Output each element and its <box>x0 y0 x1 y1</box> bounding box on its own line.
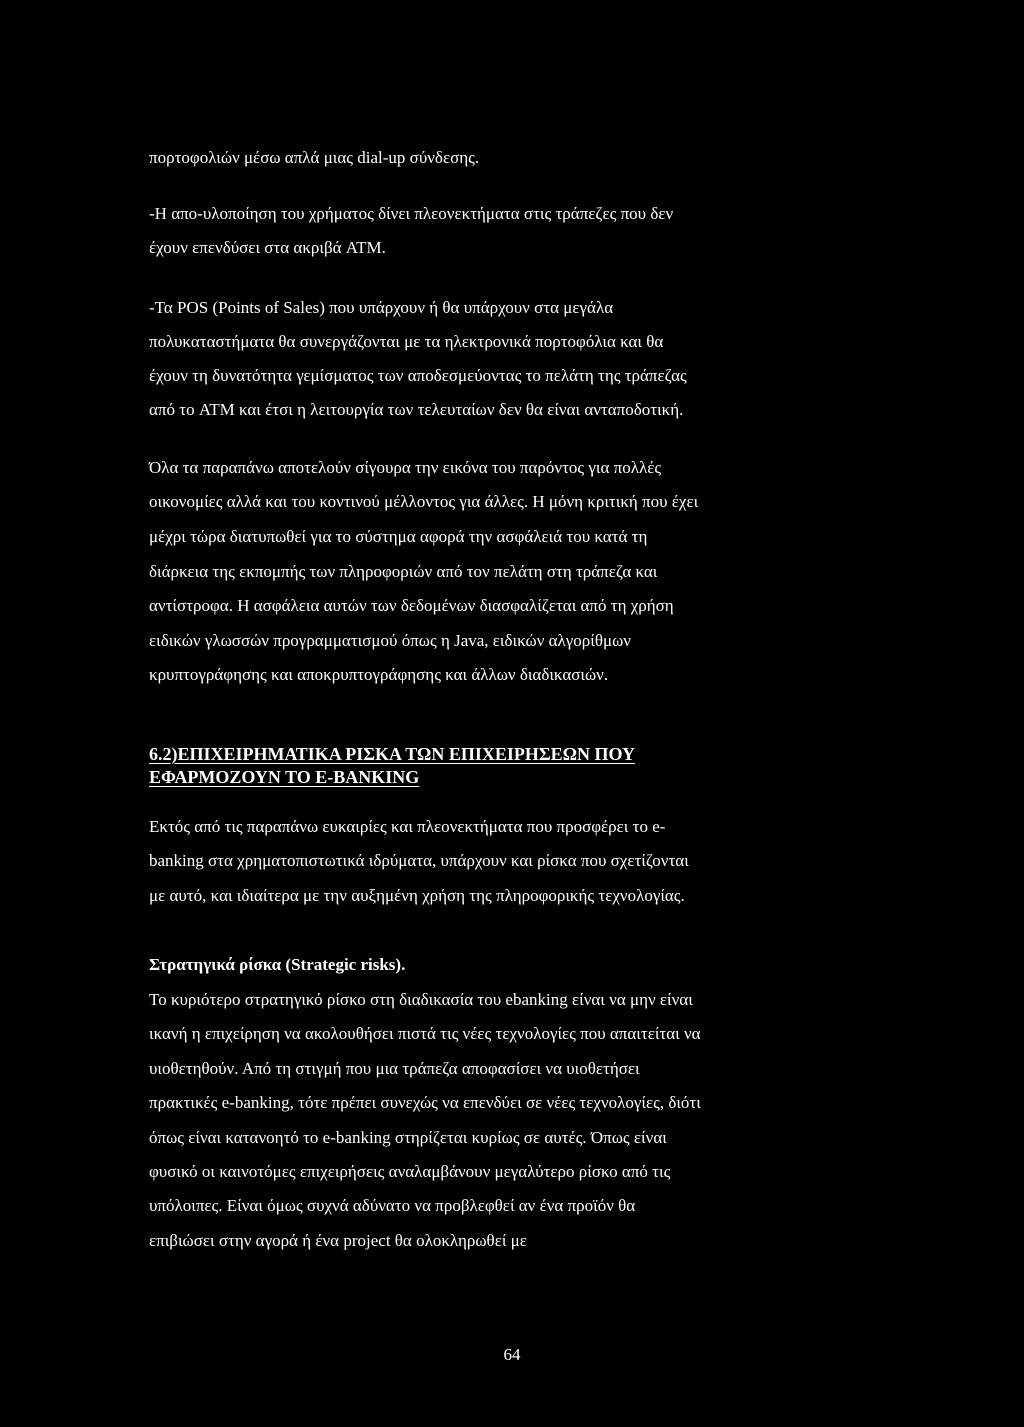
section-heading-line-1: 6.2)ΕΠΙΧΕΙΡΗΜΑΤΙΚΑ ΡΙΣΚΑ ΤΩΝ ΕΠΙΧΕΙΡΗΣΕΩΝ ΠΟΥ <box>149 744 636 764</box>
paragraph-6-line-2: ικανή η επιχείρηση να ακολουθήσει πιστά τις νέες τεχνολογίες που απαιτείται να <box>149 1024 701 1043</box>
paragraph-3-line-3: έχουν τη δυνατότητα γεμίσματος των αποδεσμεύοντας το πελάτη της τράπεζας <box>149 366 687 385</box>
paragraph-6-line-8: επιβιώσει στην αγορά ή ένα project θα ολοκληρωθεί με <box>149 1231 527 1250</box>
paragraph-3-line-4: από το ATM και έτσι η λειτουργία των τελευταίων δεν θα είναι ανταποδοτική. <box>149 400 684 419</box>
paragraph-5-line-2: banking στα χρηματοπιστωτικά ιδρύματα, υπάρχουν και ρίσκα που σχετίζονται <box>149 851 689 870</box>
paragraph-4-line-1: Όλα τα παραπάνω αποτελούν σίγουρα την εικόνα του παρόντος για πολλές <box>149 458 662 477</box>
paragraph-6-line-6: φυσικό οι καινοτόμες επιχειρήσεις αναλαμβάνουν μεγαλύτερο ρίσκο από τις <box>149 1162 671 1181</box>
paragraph-6-line-4: πρακτικές e-banking, τότε πρέπει συνεχώς να επενδύει σε νέες τεχνολογίες, διότι <box>149 1093 701 1112</box>
page-number: 64 <box>503 1345 521 1364</box>
paragraph-4-line-4: διάρκεια της εκπομπής των πληροφοριών από τον πελάτη στη τράπεζα και <box>149 562 658 581</box>
paragraph-6-line-3: υιοθετηθούν. Από τη στιγμή που μια τράπεζα αποφασίσει να υιοθετήσει <box>149 1059 640 1078</box>
paragraph-6-line-7: υπόλοιπες. Είναι όμως συχνά αδύνατο να προβλεφθεί αν ένα προϊόν θα <box>149 1196 636 1215</box>
section-heading-line-2: ΕΦΑΡΜΟΖΟΥΝ ΤΟ E-BANKING <box>149 767 420 787</box>
paragraph-3-line-1: -Τα POS (Points of Sales) που υπάρχουν ή θα υπάρχουν στα μεγάλα <box>149 298 614 317</box>
paragraph-4-line-6: ειδικών γλωσσών προγραμματισμού όπως η Java, ειδικών αλγορίθμων <box>149 631 631 650</box>
subsection-heading: Στρατηγικά ρίσκα (Strategic risks). <box>149 955 406 974</box>
paragraph-2-line-2: έχουν επενδύσει στα ακριβά ATM. <box>149 238 386 257</box>
paragraph-4-line-2: οικονομίες αλλά και του κοντινού μέλλοντος για άλλες. Η μόνη κριτική που έχει <box>149 492 699 511</box>
paragraph-4-line-5: αντίστροφα. Η ασφάλεια αυτών των δεδομένων διασφαλίζεται από τη χρήση <box>149 596 674 615</box>
paragraph-6-line-1: Το κυριότερο στρατηγικό ρίσκο στη διαδικασία του ebanking είναι να μην είναι <box>149 990 693 1009</box>
paragraph-4-line-3: μέχρι τώρα διατυπωθεί για το σύστημα αφορά την ασφάλειά του κατά τη <box>149 527 648 546</box>
paragraph-5-line-3: με αυτό, και ιδιαίτερα με την αυξημένη χρήση της πληροφορικής τεχνολογίας. <box>149 886 685 905</box>
paragraph-2-line-1: -Η απο-υλοποίηση του χρήματος δίνει πλεονεκτήματα στις τράπεζες που δεν <box>149 204 674 223</box>
paragraph-4-line-7: κρυπτογράφησης και αποκρυπτογράφησης και άλλων διαδικασιών. <box>149 665 609 684</box>
paragraph-6-line-5: όπως είναι κατανοητό το e-banking στηρίζεται κυρίως σε αυτές. Όπως είναι <box>149 1128 667 1147</box>
paragraph-3-line-2: πολυκαταστήματα θα συνεργάζονται με τα ηλεκτρονικά πορτοφόλια και θα <box>149 332 664 351</box>
paragraph-5-line-1: Εκτός από τις παραπάνω ευκαιρίες και πλεονεκτήματα που προσφέρει το e- <box>149 817 666 836</box>
paragraph-1-line-1: πορτοφολιών μέσω απλά μιας dial-up σύνδεσης. <box>149 148 480 167</box>
